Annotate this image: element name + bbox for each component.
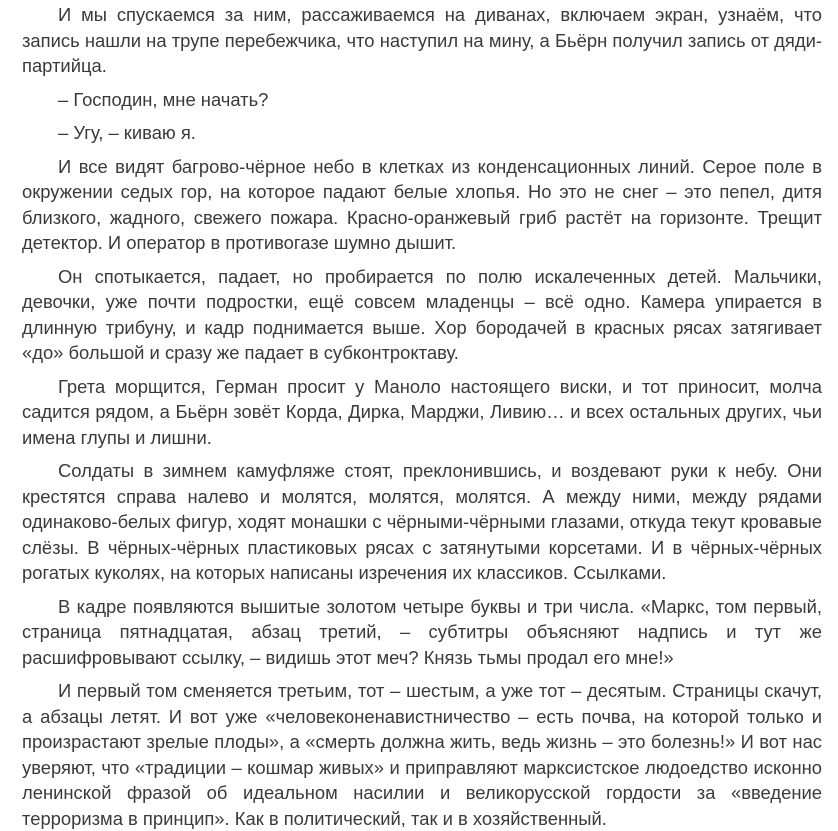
- paragraph: – Господин, мне начать?: [58, 88, 269, 110]
- paragraph: И все видят багрово-чёрное небо в клетках из конденсационных линий. Серое поле в окружении седых гор, на которое падают белые хлопья. Но это не снег – это пепел, дитя близкого, жадного, свежего пожара. Красно-оранжевый гриб растёт на горизонте. Трещит детектор. И оператор в противогазе шумно дышит.: [22, 155, 822, 253]
- paragraph: И мы спускаемся за ним, рассаживаемся на диванах, включаем экран, узнаём, что запись нашли на трупе перебежчика, что наступил на мину, а Бьёрн получил запись от дяди-партийца.: [22, 4, 822, 76]
- paragraph: Солдаты в зимнем камуфляже стоят, преклонившись, и воздевают руки к небу. Они крестятся справа налево и молятся, молятся, молятся. А между ними, между рядами одинаково-белых фигур, ходят монашки с чёрными-чёрными глазами, откуда текут кровавые слёзы. В чёрных-чёрных пластиковых рясах с затянутыми корсетами. И в чёрных-чёрных рогатых куколях, на которых написаны изречения их классиков. Ссылками.: [22, 460, 822, 583]
- paragraph: Он спотыкается, падает, но пробирается по полю искалеченных детей. Мальчики, девочки, уже почти подростки, ещё совсем младенцы – всё одно. Камера упирается в длинную трибуну, и кадр поднимается выше. Хор бородачей в красных рясах затягивает «до» большой и сразу же падает в субконтроктаву.: [22, 265, 822, 363]
- paragraph: В кадре появляются вышитые золотом четыре буквы и три числа. «Маркс, том первый, страница пятнадцатая, абзац третий, – субтитры объясняют надпись и тут же расшифровывают ссылку, – видишь этот меч? Князь тьмы продал его мне!»: [22, 595, 822, 668]
- document-page: [0, 2, 838, 829]
- paragraph: И первый том сменяется третьим, тот – шестым, а уже тот – десятым. Страницы скачут, а абзацы летят. И вот уже «человеконенавистничество – есть почва, на которой только и произрастают зрелые плоды», а «смерть должна жить, ведь жизнь – это болезнь!» И вот нас уверяют, что «традиции – кошмар живых» и приправляют марксистское людоедство исконно ленинской фразой об идеальном насилии и великорусской гордости за «введение терроризма в принцип». Как в политический, так и в хозяйственный.: [22, 680, 822, 829]
- paragraph: Грета морщится, Герман просит у Маноло настоящего виски, и тот приносит, молча садится рядом, а Бьёрн зовёт Корда, Дирка, Марджи, Ливию… и всех остальных других, чьи имена глупы и лишни.: [22, 375, 822, 448]
- paragraph: – Угу, – киваю я.: [58, 122, 196, 143]
